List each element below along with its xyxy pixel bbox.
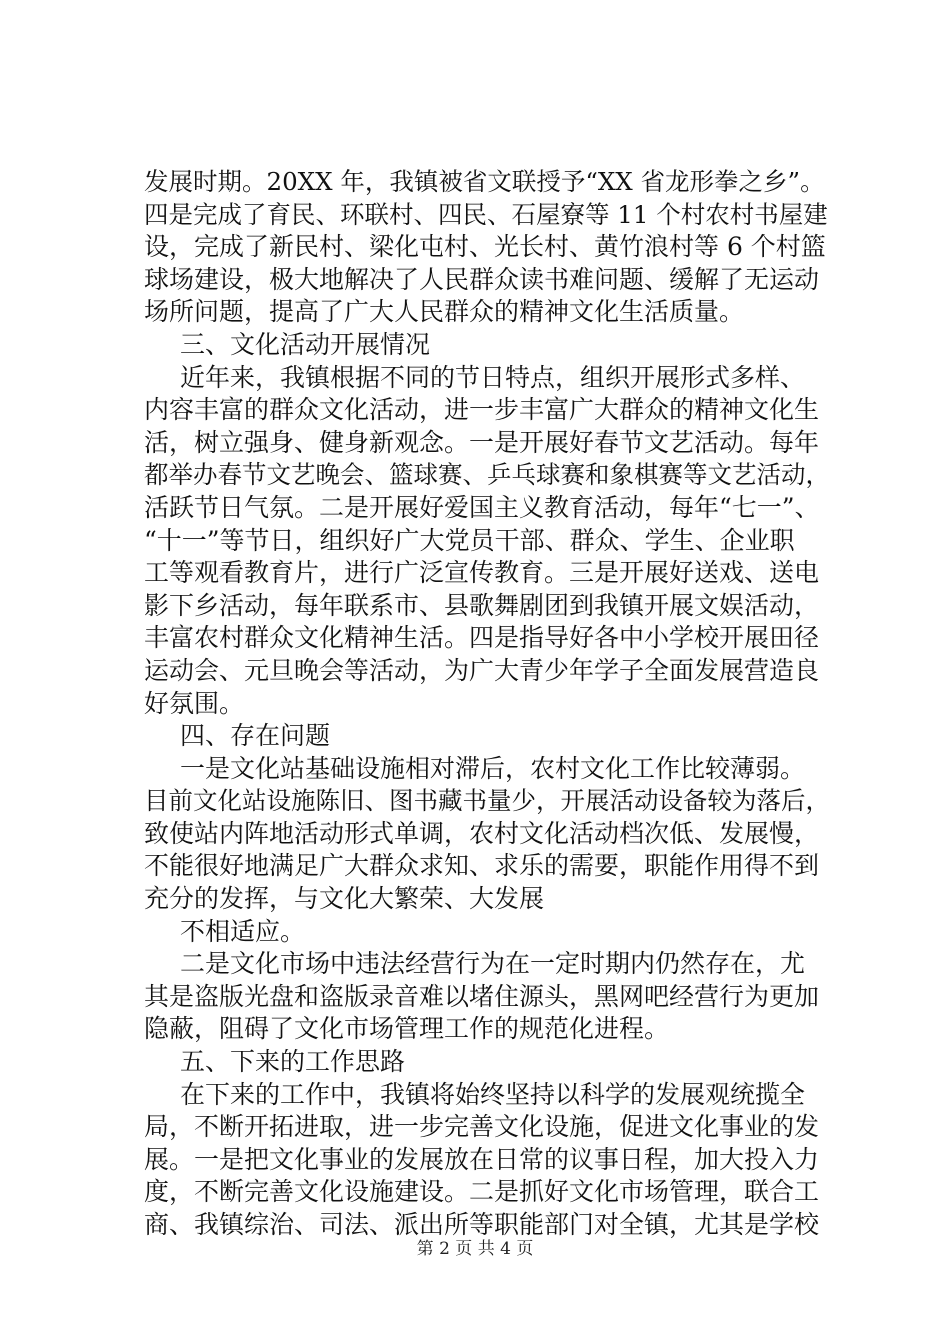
- text-line: 商、我镇综治、司法、派出所等职能部门对全镇，尤其是学校: [144, 1210, 820, 1239]
- text-line: 球场建设，极大地解决了人民群众读书难问题、缓解了无运动: [144, 264, 820, 294]
- text-line: 影下乡活动，每年联系市、县歌舞剧团到我镇开展文娱活动，: [144, 590, 820, 620]
- text-line: 一是文化站基础设施相对滞后，农村文化工作比较薄弱。: [180, 753, 806, 783]
- text-line: 隐蔽，阻碍了文化市场管理工作的规范化进程。: [144, 1014, 670, 1044]
- text-line: 丰富农村群众文化精神生活。四是指导好各中小学校开展田径: [144, 623, 820, 653]
- text-line: 局，不断开拓进取，进一步完善文化设施，促进文化事业的发: [144, 1112, 820, 1142]
- text-line: 二是文化市场中违法经营行为在一定时期内仍然存在，尤: [180, 949, 806, 979]
- text-line: 目前文化站设施陈旧、图书藏书量少，开展活动设备较为落后，: [144, 786, 830, 816]
- text-line: 发展时期。20XX 年，我镇被省文联授予“XX 省龙形拳之乡”。: [144, 167, 825, 196]
- page-footer: 第 2 页 共 4 页: [416, 1239, 534, 1259]
- text-line: 展。一是把文化事业的发展放在日常的议事日程，加大投入力: [144, 1144, 820, 1174]
- text-line: 致使站内阵地活动形式单调，农村文化活动档次低、发展慢，: [144, 818, 820, 848]
- text-line: 在下来的工作中，我镇将始终坚持以科学的发展观统揽全: [180, 1079, 806, 1109]
- text-line: 不能很好地满足广大群众求知、求乐的需要，职能作用得不到: [144, 851, 820, 881]
- text-line: 不相适应。: [180, 916, 306, 946]
- text-line: 好氛围。: [144, 688, 245, 718]
- text-line: 活，树立强身、健身新观念。一是开展好春节文艺活动。每年: [144, 427, 820, 457]
- text-line: 运动会、元旦晚会等活动，为广大青少年学子全面发展营造良: [144, 655, 820, 685]
- text-line: 活跃节日气氛。二是开展好爱国主义教育活动，每年“七一”、: [144, 492, 820, 522]
- text-line: 四是完成了育民、环联村、四民、石屋寮等 11 个村农村书屋建: [144, 199, 828, 229]
- text-line: 度，不断完善文化设施建设。二是抓好文化市场管理，联合工: [144, 1177, 820, 1207]
- text-line: 其是盗版光盘和盗版录音难以堵住源头，黑网吧经营行为更加: [144, 981, 820, 1011]
- text-line: 设，完成了新民村、梁化屯村、光长村、黄竹浪村等 6 个村篮: [144, 232, 826, 262]
- text-line: 近年来，我镇根据不同的节日特点，组织开展形式多样、: [180, 362, 806, 392]
- text-line: 五、下来的工作思路: [180, 1047, 406, 1077]
- text-line: 充分的发挥，与文化大繁荣、大发展: [144, 884, 545, 914]
- text-line: “十一”等节日，组织好广大党员干部、群众、学生、企业职: [144, 525, 795, 555]
- document-body: [144, 166, 834, 1242]
- text-line: 都举办春节文艺晚会、篮球赛、乒乓球赛和象棋赛等文艺活动，: [144, 460, 830, 490]
- text-line: 四、存在问题: [180, 721, 331, 751]
- text-line: 工等观看教育片，进行广泛宣传教育。三是开展好送戏、送电: [144, 558, 820, 588]
- text-line: 场所问题，提高了广大人民群众的精神文化生活质量。: [144, 297, 745, 327]
- text-line: 内容丰富的群众文化活动，进一步丰富广大群众的精神文化生: [144, 395, 820, 425]
- text-line: 三、文化活动开展情况: [180, 329, 431, 359]
